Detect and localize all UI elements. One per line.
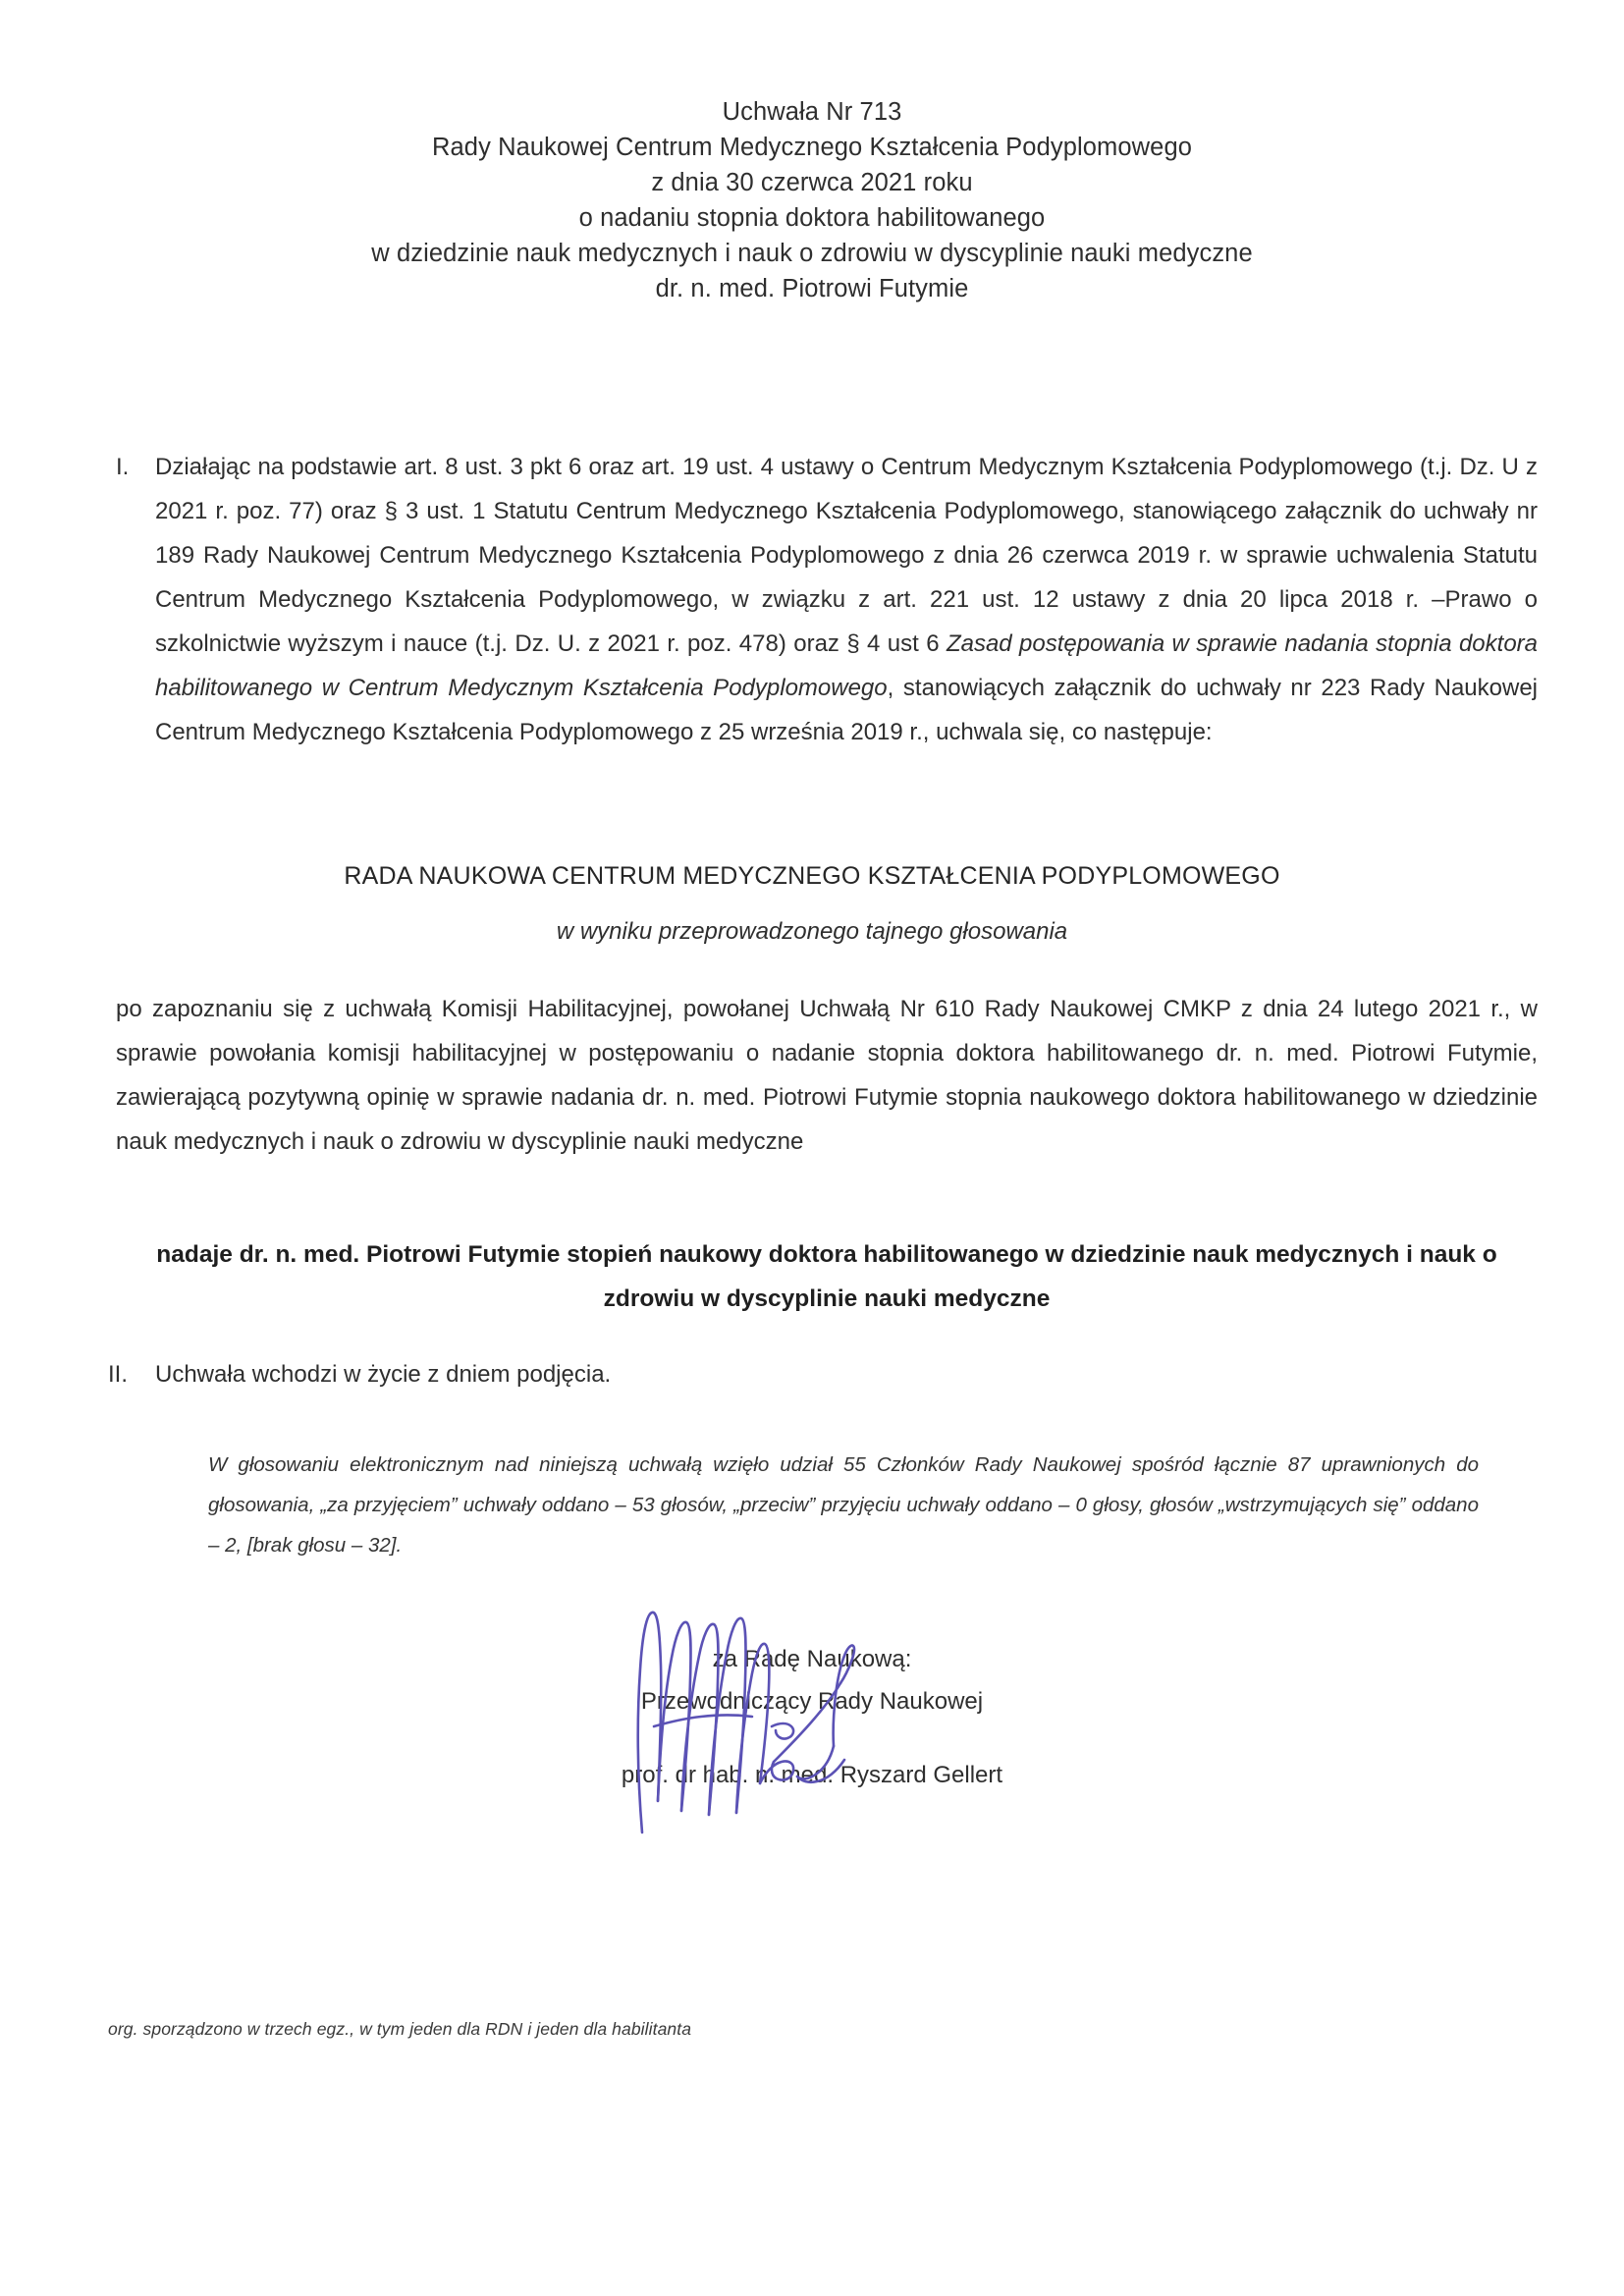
- section-two-number: II.: [108, 1361, 129, 1388]
- section-one-text-before: Działając na podstawie art. 8 ust. 3 pkt 6 oraz art. 19 ust. 4 ustawy o Centrum Medycznym Kształcenia Podyplomowego (t.j. Dz. U z 2021 r. poz. 77) oraz § 3 ust. 1 Statutu Centrum Medycznego Kształcenia Podyplomowego, stanowiącego załącznik do uchwały nr 189 Rady Naukowej Centrum Medycznego Kształcenia Podyplomowego z dnia 26 czerwca 2019 r. w sprawie uchwalenia Statutu Centrum Medycznego Kształcenia Podyplomowego, w związku z art. 221 ust. 12 ustawy z dnia 20 lipca 2018 r. –Prawo o szkolnictwie wyższym i nauce (t.j. Dz. U. z 2021 r. poz. 478) oraz § 4 ust 6: [155, 454, 1538, 657]
- recital-paragraph: po zapoznaniu się z uchwałą Komisji Habilitacyjnej, powołanej Uchwałą Nr 610 Rady Naukowej CMKP z dnia 24 lutego 2021 r., w sprawie powołania komisji habilitacyjnej w postępowaniu o nadanie stopnia doktora habilitowanego dr. n. med. Piotrowi Futymie, zawierającą pozytywną opinię w sprawie nadania dr. n. med. Piotrowi Futymie stopnia naukowego doktora habilitowanego w dziedzinie nauk medycznych i nauk o zdrowiu w dyscyplinie nauki medyczne: [116, 996, 1538, 1155]
- section-one-row: [116, 445, 1538, 754]
- council-heading: RADA NAUKOWA CENTRUM MEDYCZNEGO KSZTAŁCENIA PODYPLOMOWEGO: [344, 862, 1280, 890]
- section-one-number: I.: [116, 454, 130, 480]
- section-two: [108, 1352, 1538, 1396]
- section-two-row: [108, 1352, 1538, 1396]
- section-one: [116, 445, 1538, 754]
- award-statement: nadaje dr. n. med. Piotrowi Futymie stopień naukowy doktora habilitowanego w dziedzinie nauk medycznych i nauk o zdrowiu w dyscyplinie nauki medyczne: [156, 1241, 1497, 1312]
- section-one-body: [155, 445, 1538, 754]
- vote-subtitle: w wyniku przeprowadzonego tajnego głosowania: [556, 918, 1068, 945]
- section-one-italic-citation: Zasad postępowania w sprawie nadania stopnia doktora habilitowanego w Centrum Medycznym Kształcenia Podyplomowego: [155, 630, 1539, 701]
- title-line-5: w dziedzinie nauk medycznych i nauk o zdrowiu w dyscyplinie nauki medyczne: [371, 240, 1253, 267]
- title-line-3: z dnia 30 czerwca 2021 roku: [651, 169, 973, 196]
- footer-note: org. sporządzono w trzech egz., w tym jeden dla RDN i jeden dla habilitanta: [108, 2019, 692, 2039]
- signature-on-behalf-line: za Radę Naukową:: [712, 1646, 912, 1672]
- document-title-block: [0, 94, 1624, 306]
- title-line-1: Uchwała Nr 713: [722, 98, 902, 126]
- title-line-4: o nadaniu stopnia doktora habilitowanego: [578, 204, 1046, 232]
- title-line-2: Rady Naukowej Centrum Medycznego Kształcenia Podyplomowego: [431, 134, 1193, 161]
- section-two-body: Uchwała wchodzi w życie z dniem podjęcia.: [155, 1361, 612, 1388]
- voting-note: W głosowaniu elektronicznym nad niniejszą uchwałą wzięło udział 55 Członków Rady Naukowej spośród łącznie 87 uprawnionych do głosowania, „za przyjęciem” uchwały oddano – 53 głosów, „przeciw” przyjęciu uchwały oddano – 0 głosy, głosów „wstrzymujących się” oddano – 2, [brak głosu – 32].: [208, 1453, 1479, 1557]
- signature-role-line: Przewodniczący Rady Naukowej: [640, 1688, 984, 1715]
- signature-block: [0, 1638, 1624, 1796]
- section-one-text-after: , stanowiących załącznik do uchwały nr 223 Rady Naukowej Centrum Medycznego Kształcenia Podyplomowego z 25 września 2019 r., uchwala się, co następuje:: [155, 675, 1538, 745]
- title-line-6: dr. n. med. Piotrowi Futymie: [655, 275, 969, 302]
- signature-name-line: prof. dr hab. n. med. Ryszard Gellert: [621, 1762, 1003, 1788]
